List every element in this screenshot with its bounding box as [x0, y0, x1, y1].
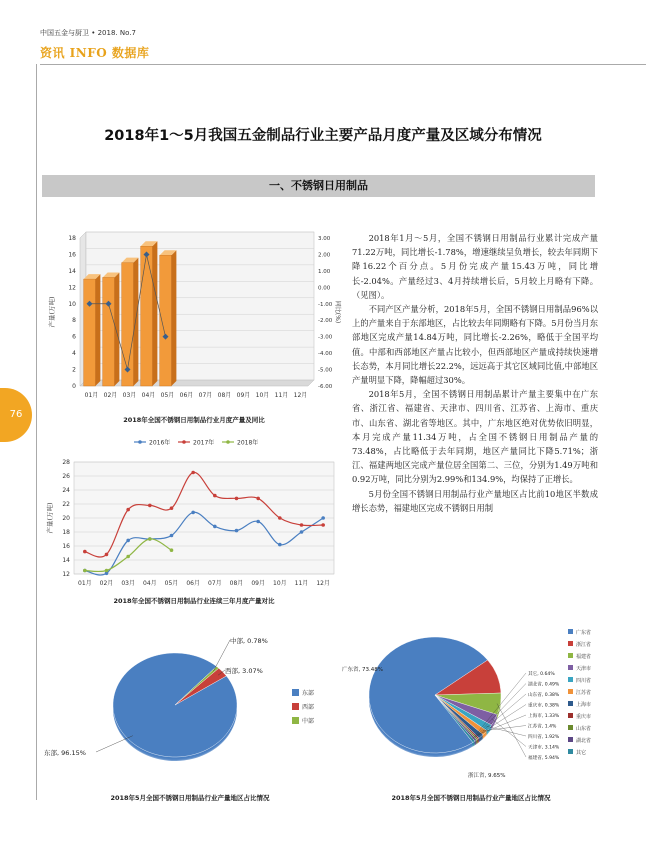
- legend-swatch: [568, 749, 573, 754]
- three-year-line-chart: [44, 432, 344, 602]
- pie-data-label: 天津市, 3.14%: [528, 745, 560, 751]
- article-body: [352, 231, 598, 515]
- issue-header: 中国五金与厨卫 • 2018. No.7: [40, 29, 136, 37]
- series-point: [321, 523, 325, 527]
- y-tick-label: 24: [62, 487, 70, 494]
- y2-axis-label: 同比(%): [334, 300, 341, 324]
- series-point: [191, 471, 195, 475]
- series-point: [83, 550, 87, 554]
- header-divider: [40, 64, 646, 65]
- section-heading: 一、不锈钢日用制品: [42, 175, 595, 197]
- series-point: [126, 555, 130, 559]
- legend-label: 东部: [302, 690, 315, 697]
- y-tick-label: 14: [68, 267, 76, 275]
- legend-marker: [182, 440, 186, 444]
- legend-marker: [226, 440, 230, 444]
- bar: [103, 277, 115, 386]
- series-point: [170, 548, 174, 552]
- legend-swatch: [568, 689, 573, 694]
- pie-data-label: 中部, 0.78%: [230, 637, 268, 645]
- pie-leader: [497, 704, 526, 757]
- series-point: [278, 543, 282, 547]
- x-tick-label: 06月: [186, 580, 200, 587]
- legend-label: 西部: [302, 704, 315, 711]
- pie-data-label: 其它, 0.64%: [528, 672, 555, 677]
- legend-label: 其它: [576, 750, 587, 756]
- pie-data-label: 浙江省, 9.65%: [468, 773, 506, 779]
- x-tick-label: 08月: [217, 392, 232, 399]
- x-tick-label: 10月: [273, 580, 287, 587]
- article-title: 2018年1～5月我国五金制品行业主要产品月度产量及区域分布情况: [104, 128, 542, 144]
- x-tick-label: 02月: [99, 580, 114, 587]
- y-tick-label: 26: [62, 473, 70, 480]
- y-tick-label: 10: [68, 300, 76, 308]
- legend-swatch: [568, 737, 573, 742]
- chart2-caption: 2018年全国不锈钢日用制品行业连续三年月度产量对比: [113, 597, 275, 605]
- pie-data-label: 山东省, 0.38%: [528, 693, 560, 698]
- pie-data-label: 湖北省, 0.49%: [528, 682, 560, 688]
- bar-side: [114, 272, 119, 386]
- y2-tick-label: -5.00: [318, 367, 333, 374]
- bar: [160, 255, 172, 386]
- pie-data-label: 西部, 3.07%: [225, 667, 263, 675]
- series-point: [170, 506, 174, 510]
- x-tick-label: 07月: [208, 580, 222, 587]
- x-tick-label: 09月: [251, 580, 265, 587]
- x-tick-label: 03月: [121, 580, 135, 587]
- x-tick-label: 02月: [103, 392, 118, 399]
- series-point: [300, 530, 304, 534]
- series-point: [235, 497, 239, 501]
- x-tick-label: 12月: [316, 580, 330, 587]
- pie-data-label: 东部, 96.15%: [44, 749, 86, 757]
- y2-tick-label: -2.00: [318, 318, 333, 325]
- legend-swatch: [568, 641, 573, 646]
- y-axis-label: 产量(万吨): [48, 296, 56, 328]
- legend-swatch: [292, 703, 299, 710]
- bar-side: [171, 250, 176, 386]
- y-tick-label: 12: [68, 284, 76, 292]
- y2-tick-label: 0.00: [318, 285, 331, 292]
- series-point: [235, 529, 239, 533]
- paragraph: 5月份全国不锈钢日用制品行业产量地区占比前10地区半数成增长态势，福建地区完成不锈钢日用制: [352, 488, 598, 513]
- y2-tick-label: 2.00: [318, 252, 331, 259]
- y-tick-label: 2: [72, 366, 76, 374]
- series-point: [300, 523, 304, 527]
- legend-swatch: [292, 717, 299, 724]
- y-tick-label: 20: [62, 515, 70, 522]
- y-tick-label: 22: [62, 501, 70, 508]
- page-number: 76: [0, 388, 32, 442]
- x-tick-label: 01月: [78, 580, 92, 587]
- y-tick-label: 18: [62, 529, 70, 536]
- x-tick-label: 03月: [122, 392, 137, 399]
- legend-label: 浙江省: [576, 642, 592, 648]
- series-point: [105, 553, 109, 557]
- y2-tick-label: -6.00: [318, 384, 333, 390]
- x-tick-label: 11月: [274, 392, 289, 399]
- province-pie-chart: [340, 625, 602, 790]
- pie-leader: [96, 736, 133, 752]
- x-tick-label: 04月: [141, 392, 156, 399]
- bar-side: [95, 274, 100, 386]
- legend-swatch: [568, 713, 573, 718]
- series-point: [213, 525, 217, 529]
- legend-label: 重庆市: [576, 714, 592, 720]
- y-tick-label: 0: [72, 383, 76, 390]
- y2-tick-label: -1.00: [318, 301, 333, 308]
- plot-area: [86, 232, 314, 380]
- paragraph: 2018年1月～5月，全国不锈钢日用制品行业累计完成产量71.22万吨，同比增长-1.78%，增速继续呈负增长，较去年同期下降16.22个百分点。5月份完成产量15.43万吨，同比增长-2.04%。产量经过3、4月持续增长后，5月较上月略有下降。（见图）。: [352, 233, 598, 300]
- y-tick-label: 8: [72, 317, 76, 325]
- legend-label: 山东省: [576, 726, 592, 732]
- legend-swatch: [568, 677, 573, 682]
- legend-swatch: [568, 701, 573, 706]
- legend-marker: [138, 440, 142, 444]
- margin-rule: [36, 64, 37, 800]
- x-tick-label: 05月: [164, 580, 179, 587]
- y2-tick-label: 1.00: [318, 268, 331, 275]
- column-header: 资讯 INFO 数据库: [40, 46, 150, 60]
- legend-swatch: [568, 725, 573, 730]
- legend-label: 中部: [302, 718, 315, 725]
- x-tick-label: 06月: [179, 392, 194, 399]
- bar: [141, 246, 153, 386]
- y-tick-label: 14: [62, 557, 70, 564]
- series-point: [256, 497, 260, 501]
- x-tick-label: 08月: [229, 580, 244, 587]
- series-point: [83, 569, 87, 573]
- pie-data-label: 江苏省, 1.4%: [528, 724, 557, 730]
- y-tick-label: 16: [68, 251, 76, 259]
- chart3-caption: 2018年5月全国不锈钢日用制品行业产量地区占比情况: [110, 794, 270, 802]
- series-point: [105, 569, 109, 573]
- x-tick-label: 05月: [160, 392, 175, 399]
- y-tick-label: 16: [62, 543, 70, 550]
- x-tick-label: 11月: [294, 580, 309, 587]
- y-tick-label: 12: [62, 571, 70, 578]
- legend-swatch: [568, 653, 573, 658]
- pie-data-label: 福建省, 5.94%: [528, 756, 560, 761]
- legend-swatch: [568, 629, 573, 634]
- legend-label: 天津市: [576, 666, 592, 672]
- chart1-caption: 2018年全国不锈钢日用制品行业月度产量及同比: [123, 416, 265, 424]
- y2-tick-label: -4.00: [318, 351, 333, 358]
- y-tick-label: 6: [72, 333, 76, 341]
- x-tick-label: 12月: [293, 392, 308, 399]
- pie-data-label: 上海市, 1.33%: [528, 714, 560, 719]
- pie-leader: [492, 719, 526, 747]
- bar-side: [152, 241, 157, 386]
- y-tick-label: 4: [72, 350, 76, 358]
- monthly-output-chart: [44, 228, 344, 428]
- series-point: [126, 508, 130, 512]
- legend-label: 2018年: [237, 439, 259, 447]
- legend-label: 2016年: [149, 439, 171, 447]
- bar: [84, 279, 96, 386]
- y-axis-label: 产量(万吨): [46, 502, 54, 534]
- series-point: [213, 494, 217, 498]
- paragraph: 不同产区产量分析，2018年5月，全国不锈钢日用制品96%以上的产量来自于东部地区，占比较去年同期略有下降。5月份当月东部地区完成产量14.84万吨，同比增长-2.26%，略低于全国平均值。中部和西部地区产量占比较小，但西部地区产量成持续快速增长态势，本月同比增长22.2%，远远高于其它区域同比值,中部地区产量明显下降，降幅超过30%。: [352, 304, 598, 386]
- series-point: [148, 504, 152, 508]
- series-point: [191, 511, 195, 515]
- legend-label: 湖北省: [576, 738, 592, 744]
- paragraph: 2018年5月，全国不锈钢日用制品累计产量主要集中在广东省、浙江省、福建省、天津市、四川省、江苏省、上海市、重庆市、山东省、湖北省等地区。其中，广东地区绝对优势依旧明显，本月完成产量11.34万吨，占全国不锈钢日用制品产量的73.48%，占比略低于去年同期，地区产量同比下降5.71%；浙江、福建两地区完成产量位居全国第二、三位，分别为1.49万吨和0.92万吨，同比分别为2.99%和134.9%，均保持了正增长。: [352, 389, 598, 485]
- x-tick-label: 04月: [143, 580, 157, 587]
- legend-label: 四川省: [576, 678, 592, 684]
- legend-label: 江苏省: [576, 690, 592, 696]
- x-tick-label: 10月: [255, 392, 270, 399]
- x-tick-label: 07月: [198, 392, 213, 399]
- y-tick-label: 28: [62, 459, 70, 466]
- x-tick-label: 09月: [236, 392, 251, 399]
- series-point: [278, 516, 282, 520]
- series-point: [256, 520, 260, 524]
- series-point: [126, 539, 130, 543]
- legend-swatch: [568, 665, 573, 670]
- y2-tick-label: 3.00: [318, 236, 331, 242]
- pie-leader: [487, 726, 526, 736]
- chart4-caption: 2018年5月全国不锈钢日用制品行业产量地区占比情况: [391, 794, 551, 802]
- legend-swatch: [292, 689, 299, 696]
- y2-tick-label: -3.00: [318, 334, 333, 341]
- legend-label: 上海市: [576, 702, 592, 708]
- series-point: [321, 516, 325, 520]
- series-point: [170, 534, 174, 538]
- pie-data-label: 四川省, 1.92%: [528, 735, 560, 740]
- legend-label: 广东省: [576, 630, 592, 636]
- bar-side: [133, 258, 138, 386]
- x-tick-label: 01月: [84, 392, 99, 399]
- pie-data-label: 重庆市, 0.38%: [528, 703, 560, 709]
- legend-label: 2017年: [193, 439, 215, 447]
- series-point: [148, 537, 152, 541]
- pie-data-label: 广东省, 73.48%: [342, 667, 383, 673]
- y-tick-label: 18: [68, 235, 76, 242]
- region-pie-chart: [40, 625, 340, 790]
- legend-label: 福建省: [576, 654, 592, 660]
